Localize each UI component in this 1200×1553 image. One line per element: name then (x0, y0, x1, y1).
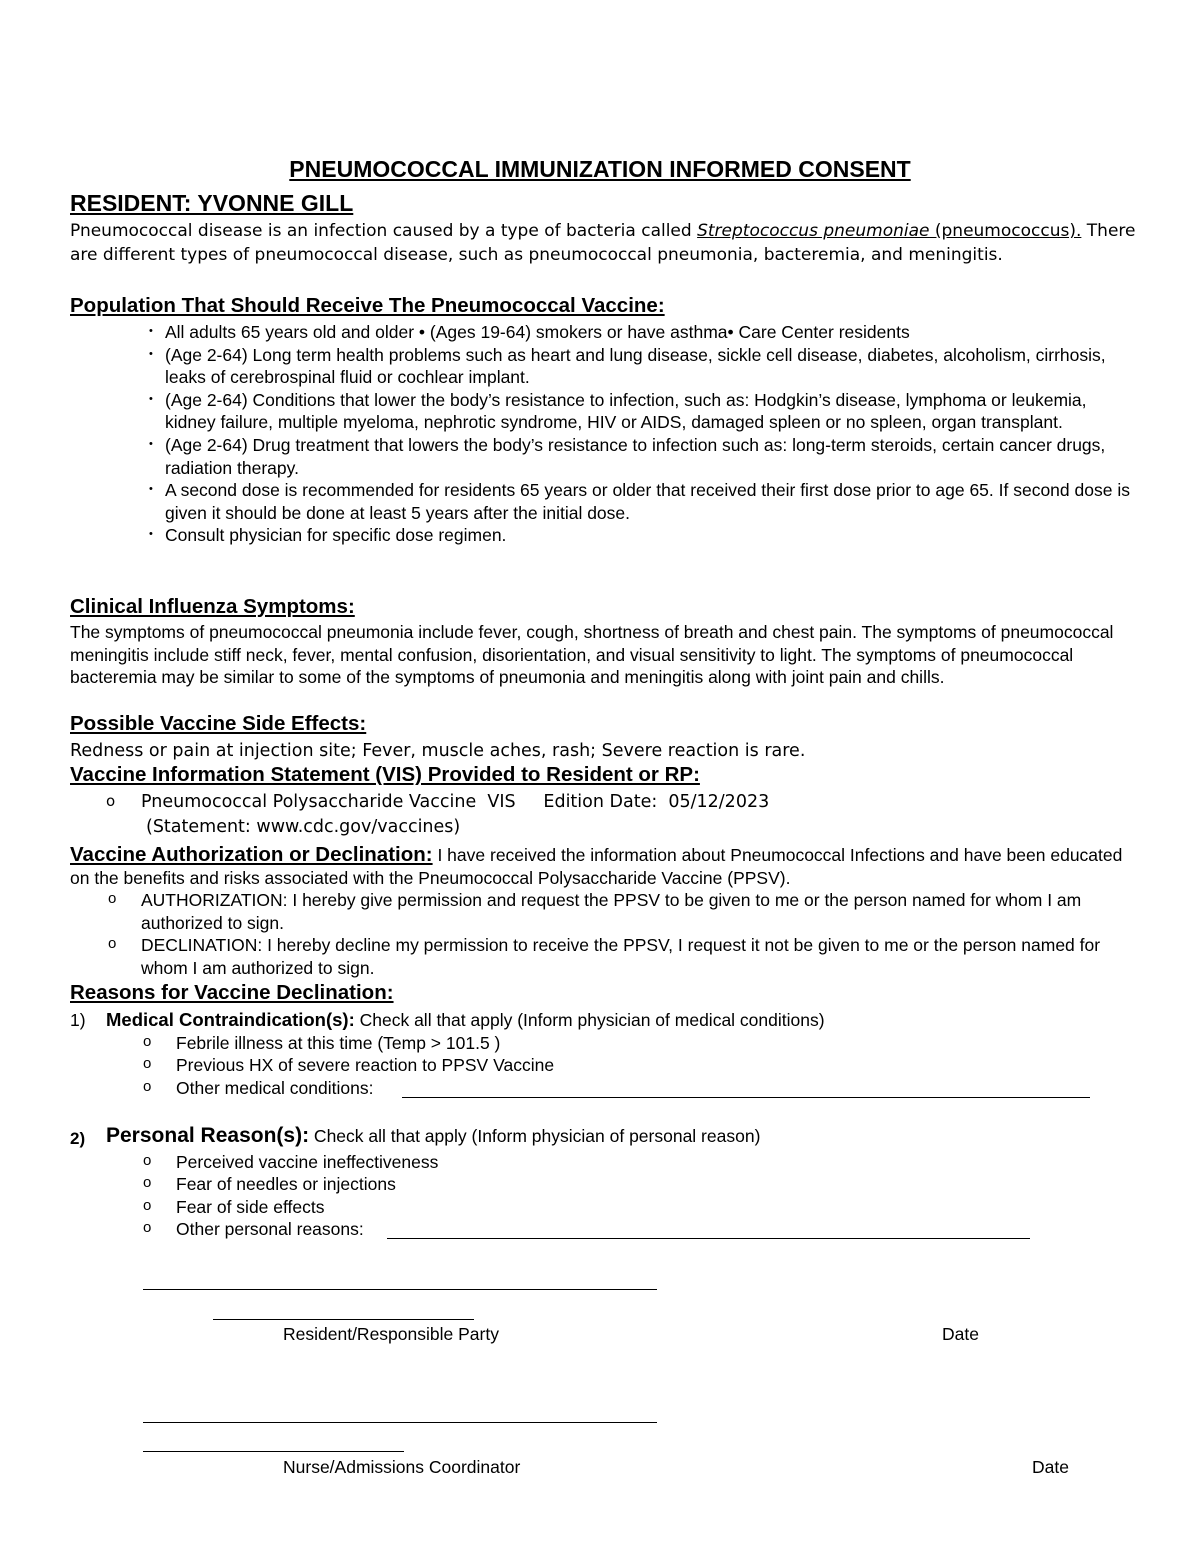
list-item: • Consult physician for specific dose regimen. (145, 524, 1135, 547)
authorization-option: AUTHORIZATION: I hereby give permission and request the PPSV to be given to me or the person named for whom I am authorized to sign. (141, 890, 1082, 933)
intro-paragraph (70, 219, 1140, 267)
other-medical-input[interactable] (402, 1097, 1090, 1098)
resident-signature-label: Resident/Responsible Party (283, 1324, 499, 1344)
vis-edition: Pneumococcal Polysaccharide Vaccine VIS Edition Date: 05/12/2023 (141, 792, 770, 812)
personal-option: Fear of side effects (176, 1197, 325, 1217)
intro-text: Pneumococcal disease is an infection caused by a type of bacteria called (70, 221, 698, 241)
reasons-heading: Reasons for Vaccine Declination: (70, 981, 394, 1004)
nurse-date-label: Date (1032, 1457, 1069, 1477)
personal-reason-line (106, 1125, 760, 1148)
list-item: • All adults 65 years old and older • (Ages 19-64) smokers or have asthma• Care Center residents (145, 321, 1135, 344)
personal-number: 2) (70, 1129, 86, 1148)
resident-date-label: Date (942, 1324, 979, 1344)
nurse-date-line[interactable] (143, 1451, 404, 1452)
checkbox-marker[interactable]: o (143, 1078, 152, 1095)
personal-label: Personal Reason(s): (106, 1124, 310, 1147)
checkbox-marker[interactable]: o (108, 935, 117, 952)
symptoms-heading: Clinical Influenza Symptoms: (70, 595, 355, 618)
document-title: PNEUMOCOCCAL IMMUNIZATION INFORMED CONSENT (289, 156, 911, 182)
vis-marker: o (106, 792, 116, 810)
side-effects-text: Redness or pain at injection site; Fever, muscle aches, rash; Severe reaction is rare. (70, 741, 806, 761)
population-heading: Population That Should Receive The Pneumococcal Vaccine: (70, 294, 665, 317)
checkbox-marker[interactable]: o (143, 1033, 152, 1050)
authorization-paragraph (70, 844, 1145, 889)
vis-statement: (Statement: www.cdc.gov/vaccines) (146, 817, 461, 837)
checkbox-marker[interactable]: o (143, 1152, 152, 1169)
medical-option: Febrile illness at this time (Temp > 101.5 ) (176, 1033, 501, 1053)
checkbox-marker[interactable]: o (143, 1174, 152, 1191)
population-list (145, 321, 1135, 547)
declination-option: DECLINATION: I hereby decline my permission to receive the PPSV, I request it not be given to me or the person named for whom I am authorized to sign. (141, 935, 1101, 978)
nurse-signature-label: Nurse/Admissions Coordinator (283, 1457, 521, 1477)
symptoms-text: The symptoms of pneumococcal pneumonia include fever, cough, shortness of breath and chest pain. The symptoms of pneumococcal meningitis include stiff neck, fever, mental confusion, disorientation, and visual sensitivity to light. The symptoms of pneumococcal bacteremia may be similar to some of the symptoms of pneumonia and meningitis along with joint pain and chills. (70, 622, 1114, 688)
list-item: • A second dose is recommended for residents 65 years or older that received their first dose prior to age 65. If second dose is given it should be done at least 5 years after the initial dose. (145, 479, 1135, 524)
medical-number: 1) (70, 1010, 86, 1030)
personal-option: Fear of needles or injections (176, 1174, 396, 1194)
list-item: • (Age 2-64) Conditions that lower the body’s resistance to infection, such as: Hodgkin’s disease, lymphoma or leukemia, kidney failure, multiple myeloma, nephrotic syndrome, HIV or AIDS, damaged spleen or no spleen, organ transplant. (145, 389, 1135, 434)
checkbox-marker[interactable]: o (143, 1219, 152, 1236)
intro-text-rest: There are different types of pneumococcal disease, such as pneumococcal pneumonia, bacteremia, and meningitis. (70, 221, 1136, 265)
resident-date-line[interactable] (213, 1319, 474, 1320)
medical-instructions: Check all that apply (Inform physician of medical conditions) (354, 1010, 825, 1030)
medical-option: Other medical conditions: (176, 1078, 379, 1098)
other-personal-input[interactable] (387, 1238, 1030, 1239)
vis-heading: Vaccine Information Statement (VIS) Provided to Resident or RP: (70, 763, 700, 786)
side-effects-heading: Possible Vaccine Side Effects: (70, 712, 367, 735)
resident-name: RESIDENT: YVONNE GILL (70, 190, 354, 216)
checkbox-marker[interactable]: o (143, 1197, 152, 1214)
authorization-heading: Vaccine Authorization or Declination: (70, 843, 433, 866)
authorization-text: I have received the information about Pneumococcal Infections and have been educated on the benefits and risks associated with the Pneumococcal Polysaccharide Vaccine (PPSV). (70, 845, 1123, 888)
personal-option: Other personal reasons: (176, 1219, 364, 1239)
checkbox-marker[interactable]: o (108, 890, 117, 907)
medical-label: Medical Contraindication(s): (106, 1009, 355, 1030)
medical-option: Previous HX of severe reaction to PPSV Vaccine (176, 1055, 555, 1075)
list-item: • (Age 2-64) Drug treatment that lowers the body’s resistance to infection such as: long-term steroids, certain cancer drugs, radiation therapy. (145, 434, 1135, 479)
nurse-signature-line[interactable] (143, 1422, 657, 1423)
personal-option: Perceived vaccine ineffectiveness (176, 1152, 439, 1172)
medical-reason-line (106, 1009, 825, 1032)
resident-signature-line[interactable] (143, 1289, 657, 1290)
personal-instructions: Check all that apply (Inform physician of personal reason) (309, 1126, 761, 1146)
checkbox-marker[interactable]: o (143, 1055, 152, 1072)
bacteria-name: Streptococcus pneumoniae (697, 221, 930, 241)
list-item: • (Age 2-64) Long term health problems such as heart and lung disease, sickle cell disease, diabetes, alcoholism, cirrhosis, leaks of cerebrospinal fluid or cochlear implant. (145, 344, 1135, 389)
bacteria-common-name: (pneumococcus). (929, 221, 1082, 241)
